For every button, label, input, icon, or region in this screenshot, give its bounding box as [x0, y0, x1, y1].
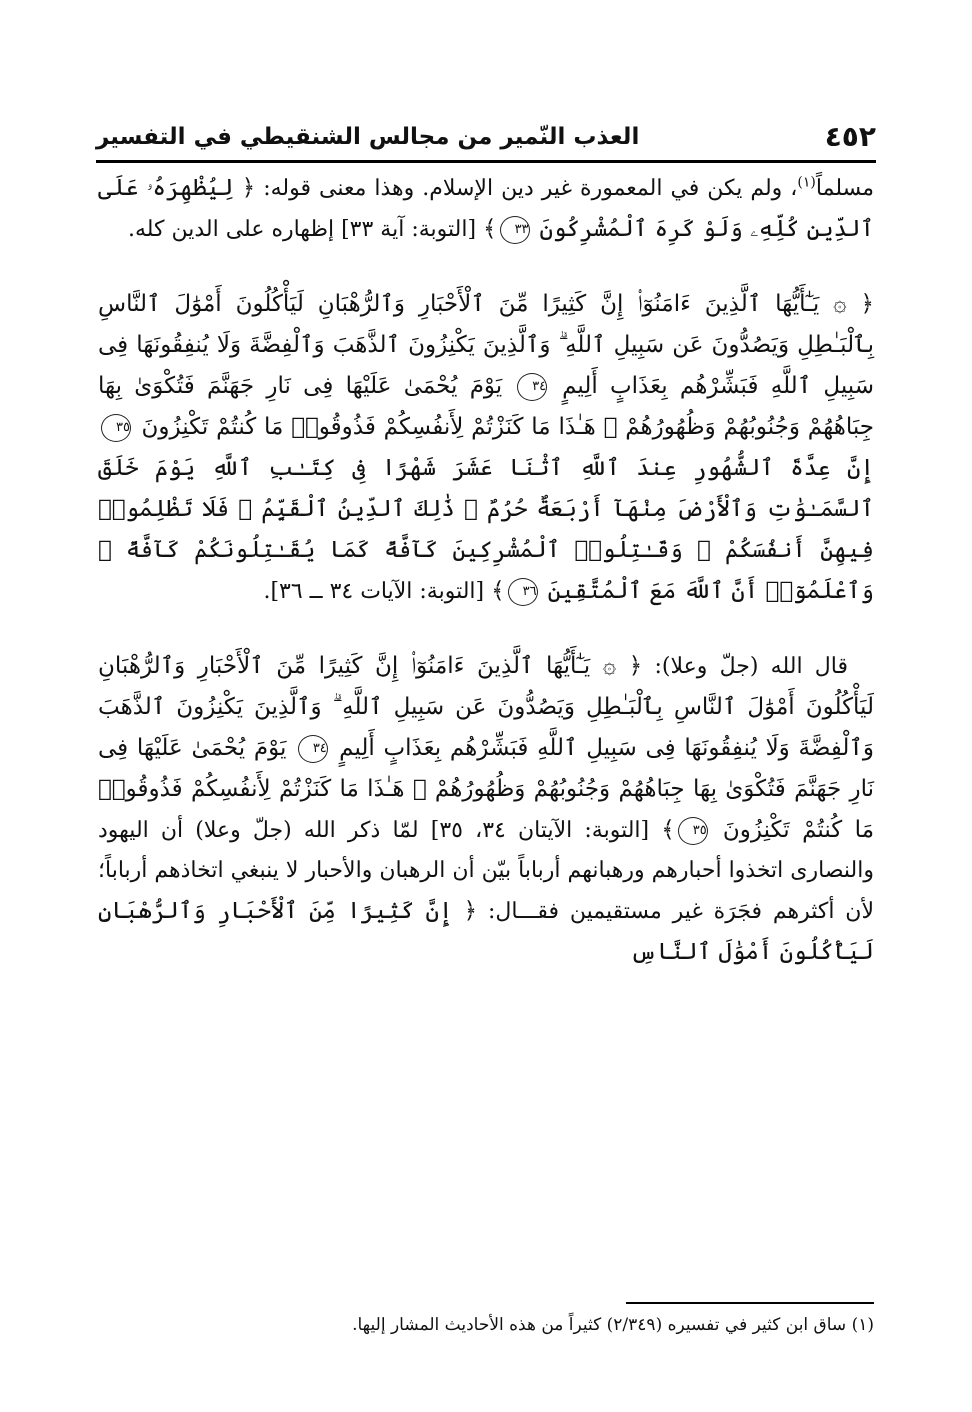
ayah-number-marker: ٣٥: [101, 414, 131, 442]
running-header: [96, 112, 876, 152]
paragraph-text: ، ولم يكن في المعمورة غير دين الإسلام. وهذا معنى قوله:: [263, 176, 798, 201]
quran-verse: ﴿ ۞ يَـٰٓأَيُّهَا ٱلَّذِينَ ءَامَنُوٓا۟ إِنَّ كَثِيرًا مِّنَ ٱلْأَحْبَارِ وَٱلرُّهْبَانِ لَيَأْكُلُونَ أَمْوَٰلَ ٱلنَّاسِ بِٱلْبَـٰطِلِ وَيَصُدُّونَ عَن سَبِيلِ ٱللَّهِ ۗ وَٱلَّذِينَ يَكْنِزُونَ ٱلذَّهَبَ وَٱلْفِضَّةَ وَلَا يُنفِقُونَهَا فِى سَبِيلِ ٱللَّهِ فَبَشِّرْهُم بِعَذَابٍ أَلِيمٍ: [98, 653, 874, 761]
header-divider: [96, 160, 876, 163]
ayah-number-marker: ٣٤: [517, 373, 547, 401]
ayah-number-marker: ٣٤: [298, 735, 328, 763]
quran-close-bracket: ﴾: [661, 817, 675, 843]
page-number: ٤٥٢: [824, 120, 876, 153]
ayah-number-marker: ٣٣: [500, 216, 530, 244]
ayah-number-marker: ٣٦: [508, 578, 538, 606]
paragraph-2: [98, 284, 874, 612]
footnote-reference: (١): [797, 174, 816, 191]
quran-verse: يَوْمَ يُحْمَىٰ عَلَيْهَا فِى نَارِ جَهَنَّمَ فَتُكْوَىٰ بِهَا جِبَاهُهُمْ وَجُنُوبُهُمْ وَظُهُورُهُمْ ۖ هَـٰذَا مَا كَنَزْتُمْ لِأَنفُسِكُمْ فَذُوقُوا۟ مَا كُنتُمْ تَكْنِزُونَ: [98, 735, 875, 843]
paragraph-text: مسلماً: [815, 176, 875, 201]
ayah-number-marker: ٣٥: [678, 817, 708, 845]
footnote: [98, 1312, 874, 1338]
quran-close-bracket: ﴾: [491, 578, 505, 604]
quran-verse: يَوْمَ يُحْمَىٰ عَلَيْهَا فِى نَارِ جَهَنَّمَ فَتُكْوَىٰ بِهَا جِبَاهُهُمْ وَجُنُوبُهُمْ وَظُهُورُهُمْ ۖ هَـٰذَا مَا كَنَزْتُمْ لِأَنفُسِكُمْ فَذُوقُوا۟ مَا كُنتُمْ تَكْنِزُونَ: [98, 373, 874, 440]
quran-verse: إِنَّ عِدَّةَ ٱلشُّهُورِ عِندَ ٱللَّهِ ٱثْنَا عَشَرَ شَهْرًا فِى كِتَـٰبِ ٱللَّهِ يَوْمَ خَلَقَ ٱلسَّمَـٰوَٰتِ وَٱلْأَرْضَ مِنْهَآ أَرْبَعَةٌ حُرُمٌ ۚ ذَٰلِكَ ٱلدِّينُ ٱلْقَيِّمُ ۚ فَلَا تَظْلِمُوا۟ فِيهِنَّ أَنفُسَكُمْ ۚ وَقَـٰتِلُوا۟ ٱلْمُشْرِكِينَ كَآفَّةً كَمَا يُقَـٰتِلُونَكُمْ كَآفَّةً ۚ وَٱعْلَمُوٓا۟ أَنَّ ٱللَّهَ مَعَ ٱلْمُتَّقِينَ: [98, 455, 874, 604]
book-title: العذب النّمير من مجالس الشنقيطي في التفسير: [96, 124, 640, 150]
footnote-number: (١): [851, 1315, 874, 1335]
paragraph-text: قال الله (جلّ وعلا):: [654, 654, 848, 679]
quran-verse: ﴿ إِنَّ كَثِيرًا مِّنَ ٱلْأَحْبَارِ وَٱلرُّهْبَانِ لَيَأْكُلُونَ أَمْوَٰلَ ٱلنَّاسِ: [98, 898, 874, 965]
paragraph-text: [التوبة: آية ٣٣] إظهاره على الدين كله.: [127, 217, 477, 242]
quran-close-bracket: ﴾: [483, 216, 497, 242]
quran-verse: ﴿ ۞ يَـٰٓأَيُّهَا ٱلَّذِينَ ءَامَنُوٓا۟ إِنَّ كَثِيرًا مِّنَ ٱلْأَحْبَارِ وَٱلرُّهْبَانِ لَيَأْكُلُونَ أَمْوَٰلَ ٱلنَّاسِ بِٱلْبَـٰطِلِ وَيَصُدُّونَ عَن سَبِيلِ ٱللَّهِ ۗ وَٱلَّذِينَ يَكْنِزُونَ ٱلذَّهَبَ وَٱلْفِضَّةَ وَلَا يُنفِقُونَهَا فِى سَبِيلِ ٱللَّهِ فَبَشِّرْهُم بِعَذَابٍ أَلِيمٍ: [98, 291, 874, 399]
body-text: [98, 168, 874, 1007]
footnote-text: ساق ابن كثير في تفسيره (٢/٣٤٩) كثيراً من هذه الأحاديث المشار إليها.: [352, 1315, 847, 1335]
quran-verse: ﴿ لِيُظْهِرَهُۥ عَلَى ٱلدِّينِ كُلِّهِۦ وَلَوْ كَرِهَ ٱلْمُشْرِكُونَ: [98, 175, 874, 242]
verse-reference: [التوبة: الآيات ٣٤ ــ ٣٦].: [263, 579, 485, 604]
paragraph-1: [98, 168, 874, 250]
paragraph-text: [التوبة: الآيتان ٣٤، ٣٥] لمّا ذكر الله (جلّ وعلا) أن اليهود والنصارى اتخذوا أحبارهم ورهبانهم أرباباً بيّن أن الرهبان والأحبار لا ينبغي اتخاذهم أرباباً؛ لأن أكثرهم فجَرَة غير مستقيمين فقـــال:: [98, 818, 874, 924]
footnote-divider: [626, 1302, 874, 1304]
paragraph-3: [98, 646, 874, 973]
